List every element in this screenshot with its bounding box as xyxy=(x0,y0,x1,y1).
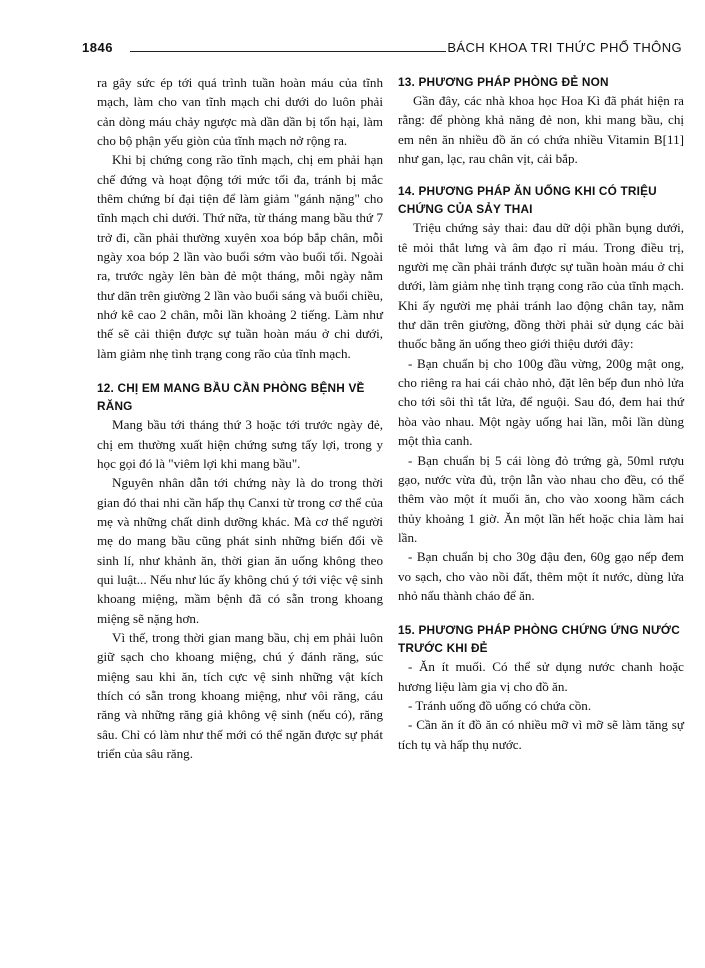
section-spacer xyxy=(398,605,684,621)
header-rule xyxy=(130,51,446,52)
list-item: - Ăn ít muối. Có thể sử dụng nước chanh hoặc hương liệu làm gia vị cho đồ ăn. xyxy=(398,659,684,694)
list-item: - Tránh uống đồ uống có chứa cồn. xyxy=(408,697,592,713)
section-heading-15: 15. PHƯƠNG PHÁP PHÒNG CHỨNG ỨNG NƯỚC TRƯỚC KHI ĐẺ xyxy=(398,623,680,656)
page-header xyxy=(82,40,682,60)
section-spacer xyxy=(398,168,684,182)
section-heading-13: 13. PHƯƠNG PHÁP PHÒNG ĐẺ NON xyxy=(398,75,609,89)
list-item: - Bạn chuẩn bị cho 100g đầu vừng, 200g mật ong, cho riêng ra hai cái chảo nhỏ, đặt lên bếp đun nhỏ lửa cho tới sôi thì tắt lửa, để nguội. Sau đó, đem hai thứ hòa vào nhau. Một ngày uống hai lần, mỗi lần dùng một thìa canh. xyxy=(398,355,684,449)
paragraph: Gần đây, các nhà khoa học Hoa Kì đã phát hiện ra rằng: để phòng khả năng đẻ non, khi mang bầu, chị em nên ăn nhiều đồ ăn có chứa nhiều Vitamin B[11] như gan, lạc, rau chân vịt, cải bắp. xyxy=(398,93,684,167)
running-title: BÁCH KHOA TRI THỨC PHỔ THÔNG xyxy=(447,40,682,55)
list-item: - Bạn chuẩn bị 5 cái lòng đỏ trứng gà, 50ml rượu gạo, nước vừa đủ, trộn lẫn vào nhau cho đều, có thể thêm vào một ít muối ăn, cho vào xoong hầm cách thủy khoảng 1 giờ. Ăn một lần hết hoặc chia làm hai lần. xyxy=(398,452,684,545)
section-spacer xyxy=(97,363,383,379)
paragraph: Khi bị chứng cong rão tĩnh mạch, chị em phải hạn chế đứng và hoạt động tới mức tối đa, tránh bị mắc thêm chứng bí đại tiện để làm giảm "gánh nặng" cho tĩnh mạch chi dưới. Thứ nữa, từ tháng mang bầu thứ 7 trở đi, cần phải thường xuyên xoa bóp bắp chân, mỗi ngày xoa bóp 2 lần vào buổi sớm vào buổi tối. Ngoài ra, trước ngày lên bàn đẻ một tháng, mỗi ngày nằm thư dãn trên giường 2 lần vào buổi sáng và buổi chiều, nhớ kê cao 2 chân, mỗi lần khoảng 2 tiếng. Làm như thế sẽ cải thiện được sự tuần hoàn máu ở chi dưới, làm giảm nhẹ tình trạng cong rão của tĩnh mạch. xyxy=(97,152,383,361)
right-column xyxy=(398,73,684,754)
paragraph: Nguyên nhân dẫn tới chứng này là do trong thời gian đó thai nhi cần hấp thụ Canxi từ trong cơ thể của mẹ và những chất dinh dưỡng khác. Mà cơ thể người mẹ do mang bầu cũng phát sinh những biến đổi về sinh lí, như khảnh ăn, thời gian ăn uống không theo qui luật... Nếu như lúc ấy không chú ý tới việc vệ sinh khoang miệng, mầm bệnh đã có sẵn trong khoang miệng sẽ nặng hơn. xyxy=(97,475,383,626)
paragraph: Triệu chứng sảy thai: đau dữ dội phần bụng dưới, tê mỏi thắt lưng và âm đạo rỉ máu. Trong điều trị, người mẹ cần phải tránh được sự tuần hoàn máu ở chi dưới, làm giảm nhẹ tình trạng cong rão của tĩnh mạch. Khi ấy người mẹ phải tránh lao động chân tay, nằm thư dãn trên giường, đồng thời phải sử dụng các bài thuốc bằng ăn uống theo giới thiệu dưới đây: xyxy=(398,220,684,352)
section-heading-14: 14. PHƯƠNG PHÁP ĂN UỐNG KHI CÓ TRIỆU CHỨNG CỦA SẢY THAI xyxy=(398,184,657,217)
page-number: 1846 xyxy=(82,40,113,55)
paragraph: Vì thế, trong thời gian mang bầu, chị em phải luôn giữ sạch cho khoang miệng, chú ý đánh răng, súc miệng sau khi ăn, tích cực vệ sinh những vật kích thích có sẵn trong khoang miệng, như vôi răng, cáu răng và những răng giả không vệ sinh (nếu có), răng sâu. Chỉ có làm như thế mới có thể ngăn được sự phát triển của sâu răng. xyxy=(97,629,383,761)
list-item: - Bạn chuẩn bị cho 30g đậu đen, 60g gạo nếp đem vo sạch, cho vào nồi đất, thêm một ít nước, dùng lửa nhỏ nấu thành cháo để ăn. xyxy=(398,549,684,603)
left-column xyxy=(97,73,383,763)
paragraph: Mang bầu tới tháng thứ 3 hoặc tới trước ngày đẻ, chị em thường xuất hiện chứng sưng tấy lợi, trong y học gọi đó là "viêm lợi khi mang bầu". xyxy=(97,417,383,471)
list-item: - Cần ăn ít đồ ăn có nhiều mỡ vì mỡ sẽ làm tăng sự tích tụ và hấp thụ nước. xyxy=(398,717,684,752)
paragraph: ra gây sức ép tới quá trình tuần hoàn máu của tĩnh mạch, làm cho van tĩnh mạch chi dưới do luôn phải cản dòng máu chảy ngược mà dần dần bị tổn hại, làm cho bộ phận yếu giòn của tĩnh mạch nở rộng ra. xyxy=(97,75,383,149)
section-heading-12: 12. CHỊ EM MANG BẦU CẦN PHÒNG BỆNH VỀ RĂNG xyxy=(97,381,365,414)
